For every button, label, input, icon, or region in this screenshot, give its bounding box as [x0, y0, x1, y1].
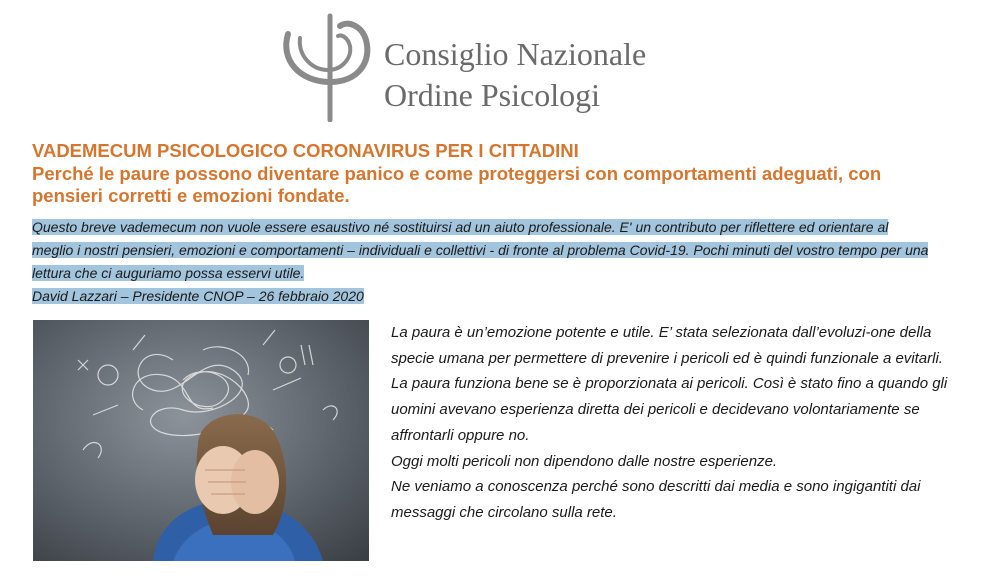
signature: David Lazzari – Presidente CNOP – 26 febbraio 2020 — [32, 288, 364, 304]
paragraph: La paura è un’emozione potente e utile. E’ stata selezionata dall’evoluzi-one della specie umana per permettere di prevenire i pericoli ed è quindi funzionale a evitarli. — [391, 324, 943, 367]
org-name — [384, 34, 646, 116]
stressed-woman-photo — [33, 320, 369, 561]
psi-symbol-icon — [278, 12, 378, 122]
paragraph: La paura funziona bene se è proporzionata ai pericoli. Così è stato fino a quando gli uomini avevano esperienza diretta dei pericoli e decidevano volontariamente se affrontarli oppure no. — [391, 375, 948, 444]
paragraph: Oggi molti pericoli non dipendono dalle nostre esperienze. — [391, 452, 778, 470]
article-title: VADEMECUM PSICOLOGICO CORONAVIRUS PER I CITTADINI — [32, 140, 579, 161]
paragraph: Ne veniamo a conoscenza perché sono descritti dai media e sono ingigantiti dai messaggi che circolano sulla rete. — [391, 478, 921, 521]
cnop-logo — [278, 12, 678, 122]
article-body — [391, 320, 951, 526]
intro-text: Questo breve vademecum non vuole essere esaustivo né sostituirsi ad un aiuto professionale. E' un contributo per riflettere ed orientare al meglio i nostri pensieri, emozioni e comportamenti – individuali e collettivi - di fronte al problema Covid-19. Pochi minuti del vostro tempo per una lettura che ci auguriamo possa esservi utile. — [32, 219, 929, 281]
org-name-line2: Ordine Psicologi — [384, 77, 600, 113]
org-name-line1: Consiglio Nazionale — [384, 36, 647, 72]
intro-block — [32, 216, 932, 308]
article-subtitle: Perché le paure possono diventare panico e come proteggersi con comportamenti adeguati, con pensieri corretti e emozioni fondate. — [32, 163, 882, 206]
